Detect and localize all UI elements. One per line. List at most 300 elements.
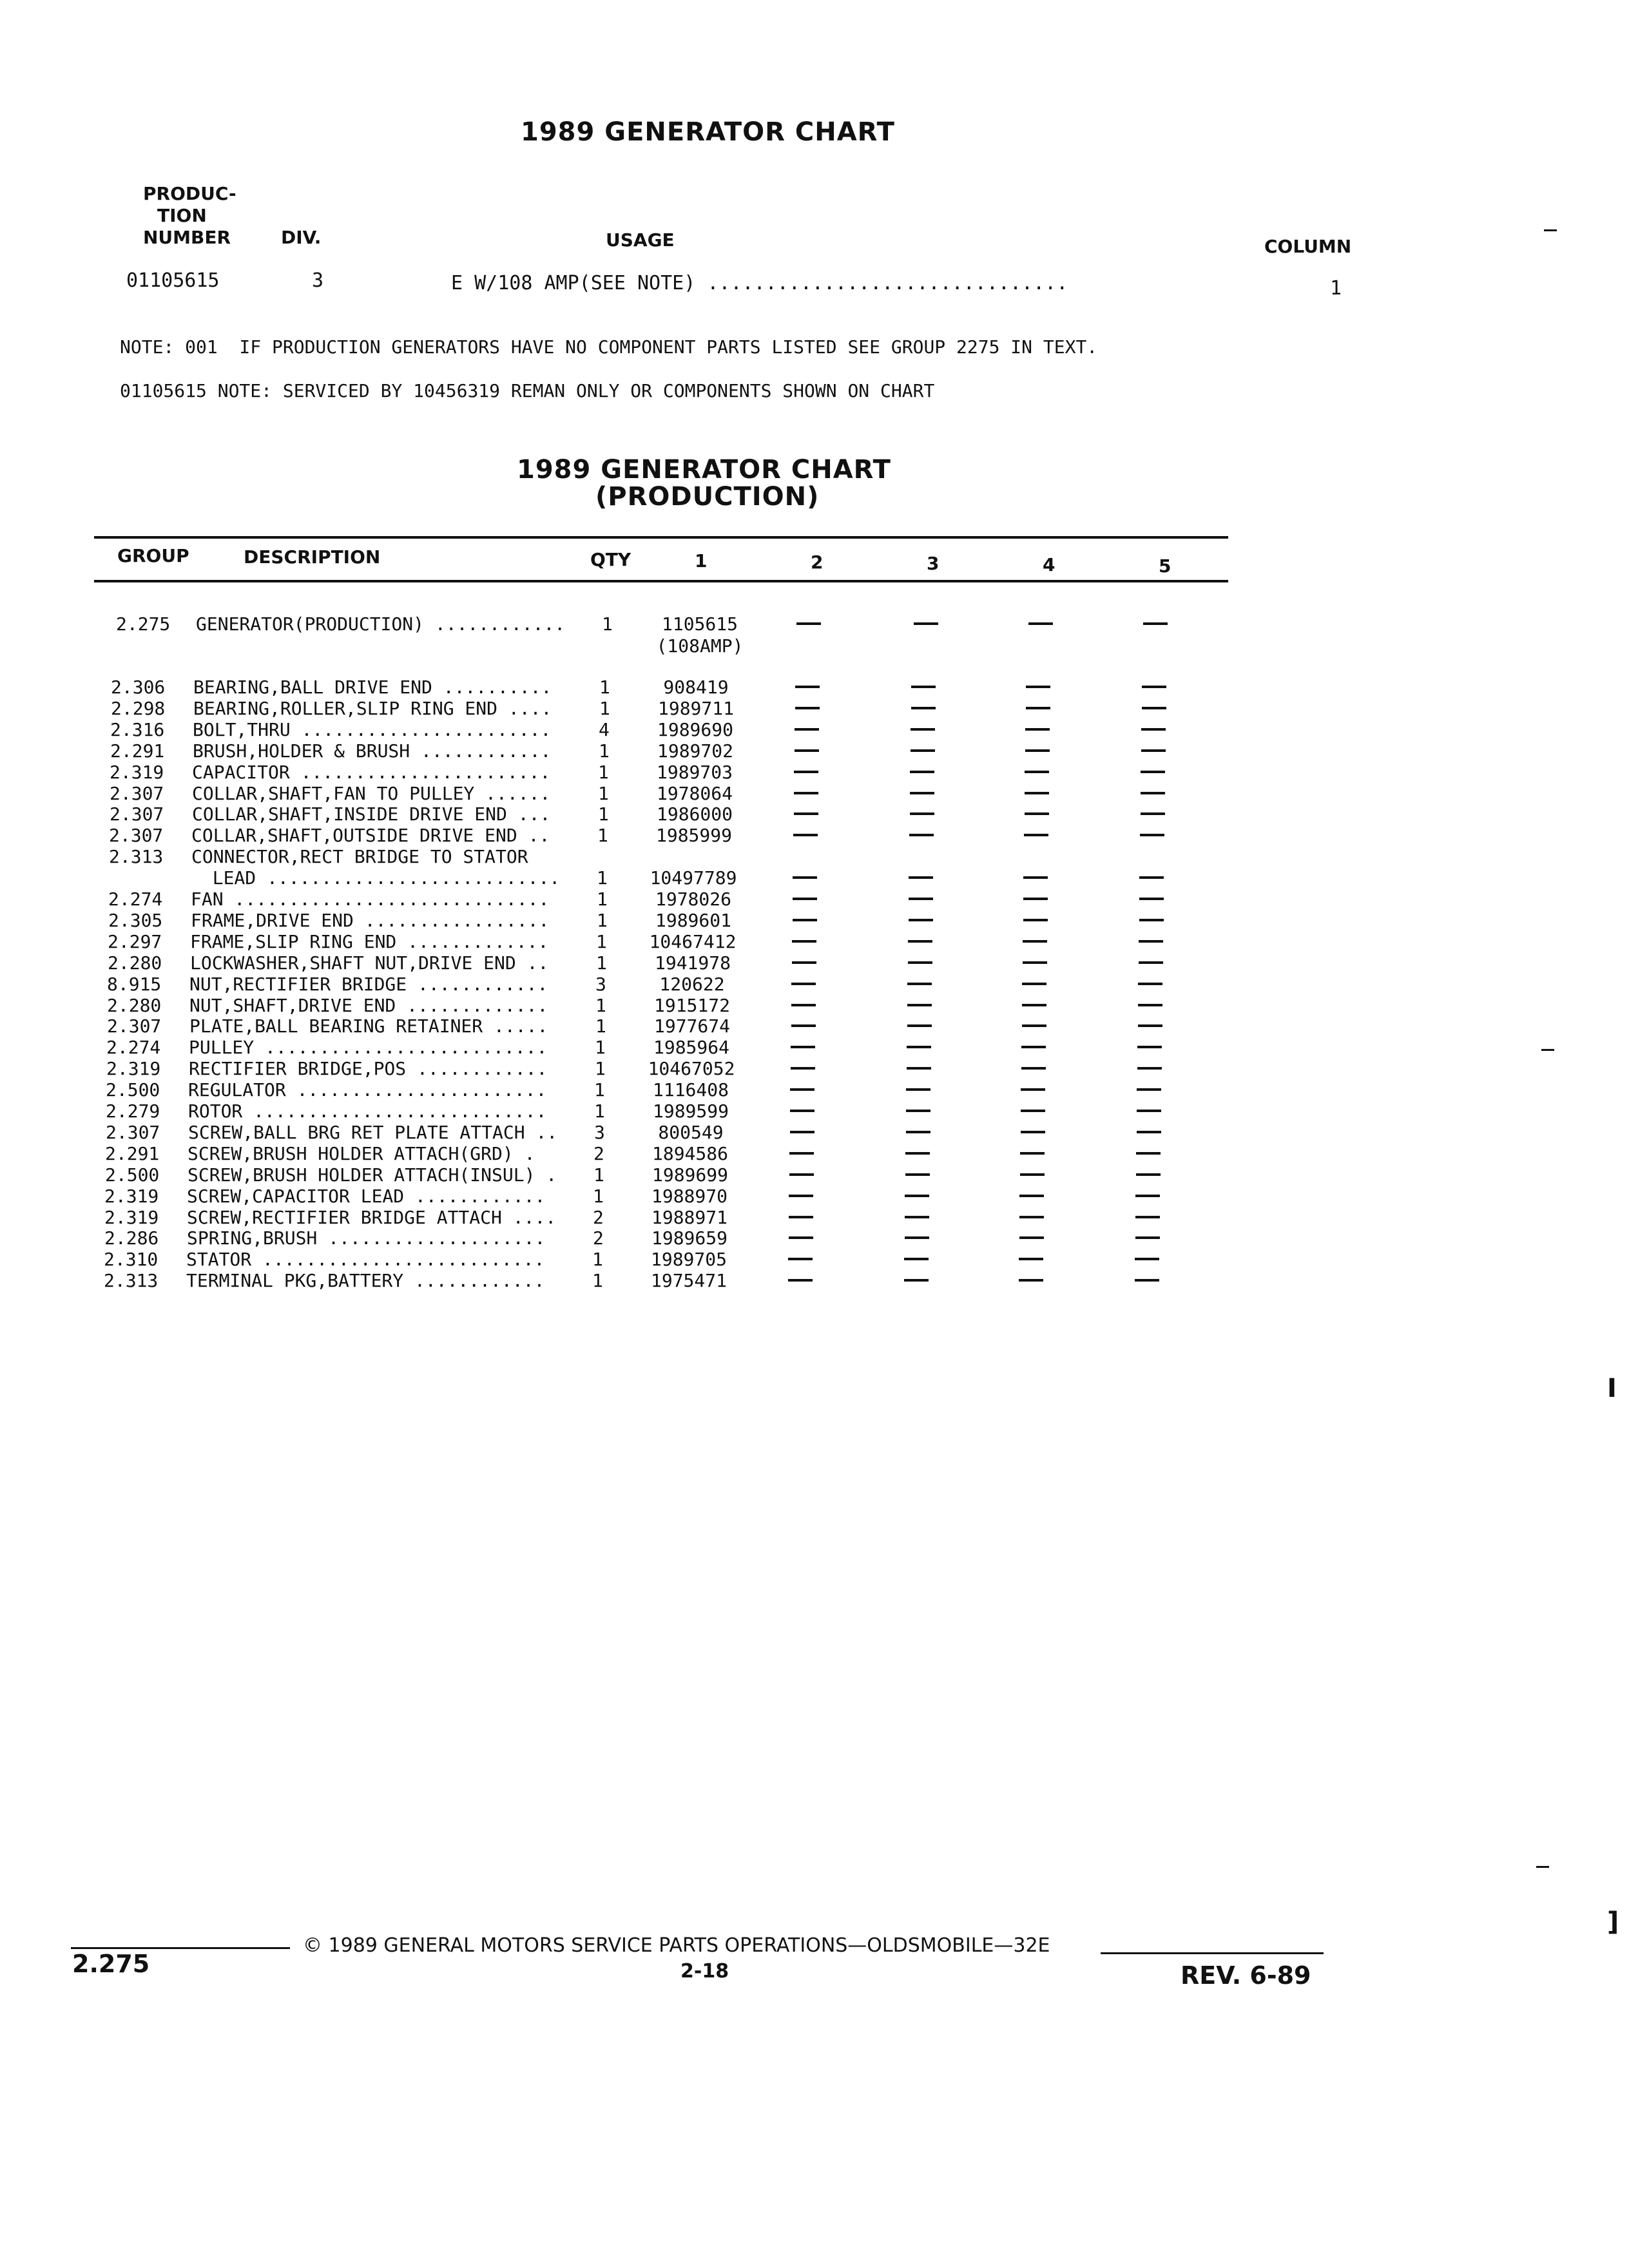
dash-col4	[1028, 622, 1053, 625]
dash-col5	[1142, 686, 1166, 688]
row-description: PLATE,BALL BEARING RETAINER .....	[189, 1015, 548, 1037]
row-description: SCREW,BRUSH HOLDER ATTACH(INSUL) .	[188, 1164, 557, 1186]
row-description: NUT,RECTIFIER BRIDGE ............	[189, 973, 548, 995]
dash-col4	[1019, 1258, 1043, 1260]
table-row	[0, 1227, 1629, 1249]
dash-col2	[792, 940, 816, 943]
dash-col2	[789, 1152, 814, 1155]
dash-col4	[1023, 961, 1047, 964]
dash-col3	[909, 919, 933, 921]
dash-col5	[1139, 919, 1164, 921]
row-part: 1116408	[652, 1079, 729, 1101]
table-row	[0, 719, 1629, 740]
dash-col2	[788, 1279, 813, 1282]
table-row	[0, 1079, 1629, 1100]
row-description: BEARING,ROLLER,SLIP RING END ....	[193, 697, 552, 719]
header-production-number-1: PRODUC-	[143, 183, 236, 204]
row-description: COLLAR,SHAFT,FAN TO PULLEY ......	[192, 782, 551, 804]
table-row	[0, 740, 1629, 762]
table-row	[0, 825, 1629, 846]
dash-col2	[795, 707, 820, 709]
dash-col4	[1019, 1279, 1043, 1282]
row-group: 2.274	[106, 1037, 161, 1059]
dash-col3	[905, 1195, 929, 1197]
dash-col2	[790, 1110, 815, 1112]
dash-col2	[793, 876, 817, 879]
table-row	[0, 910, 1629, 931]
row-description: CONNECTOR,RECT BRIDGE TO STATOR	[191, 846, 528, 868]
table-row	[0, 1270, 1629, 1291]
production-chart-title: 1989 GENERATOR CHART	[517, 455, 891, 485]
row-description: STATOR ..........................	[186, 1249, 545, 1271]
row-qty: 1	[597, 825, 608, 847]
dash-col2	[790, 1131, 815, 1133]
dash-col4	[1022, 983, 1046, 985]
row-group: 2.307	[107, 1015, 162, 1037]
dash-col4	[1025, 771, 1049, 773]
dash-col5	[1140, 834, 1164, 836]
row-qty: 2	[593, 1206, 604, 1228]
row-description: ROTOR ...........................	[188, 1100, 547, 1122]
dash-col3	[907, 1024, 932, 1027]
row-description: BRUSH,HOLDER & BRUSH ............	[193, 740, 552, 762]
dash-col3	[907, 1067, 931, 1070]
dash-col2	[792, 961, 816, 964]
dash-col4	[1022, 1004, 1046, 1006]
row-group: 2.307	[106, 1121, 160, 1143]
row-group: 2.307	[109, 825, 164, 847]
row-description: BEARING,BALL DRIVE END ..........	[193, 677, 552, 698]
dash-col5	[1135, 1236, 1160, 1239]
dash-col5	[1142, 707, 1166, 709]
table-row	[0, 1249, 1629, 1270]
row-group: 2.286	[104, 1227, 159, 1249]
row-description: GENERATOR(PRODUCTION) ............	[196, 613, 566, 635]
dash-col2	[794, 812, 818, 815]
dash-col2	[788, 1258, 813, 1260]
table-row	[0, 677, 1629, 698]
row-group: 2.319	[106, 1058, 161, 1080]
dash-col3	[914, 622, 938, 625]
dash-col2	[795, 749, 819, 752]
margin-tick-1	[1544, 229, 1557, 231]
row-qty: 1	[595, 1037, 606, 1059]
dash-col3	[910, 792, 934, 794]
dash-col3	[911, 707, 936, 709]
dash-col3	[905, 1216, 929, 1218]
dash-col4	[1021, 1110, 1045, 1112]
row-part: 1989599	[652, 1100, 729, 1122]
row-group: 2.280	[107, 994, 162, 1016]
footer-rule-left	[71, 1947, 290, 1949]
row-qty: 1	[599, 697, 610, 719]
row-qty: 1	[597, 889, 608, 910]
dash-col4	[1023, 919, 1048, 921]
col-header-qty: QTY	[590, 549, 631, 570]
row-group: 2.310	[104, 1249, 159, 1271]
row-part: 1894586	[651, 1142, 728, 1164]
dash-col3	[905, 1173, 930, 1176]
dash-col2	[789, 1195, 813, 1197]
margin-mark-2: ]	[1607, 1907, 1619, 1937]
col-header-description: DESCRIPTION	[244, 546, 381, 568]
table-top-rule	[94, 536, 1228, 539]
dash-col2	[791, 1004, 816, 1006]
dash-col3	[911, 686, 936, 688]
margin-mark-1: I	[1607, 1374, 1617, 1403]
row-part: 10497789	[650, 867, 737, 889]
row-part: 1989699	[651, 1164, 728, 1186]
header-column: COLUMN	[1264, 236, 1352, 257]
dash-col4	[1024, 834, 1048, 836]
row-qty: 1	[592, 1249, 603, 1271]
table-row-note	[0, 635, 1629, 657]
row-part: 1989659	[651, 1227, 728, 1249]
row-group: 2.313	[109, 846, 164, 868]
dash-col4	[1023, 940, 1047, 943]
row-part: 1985964	[653, 1037, 729, 1059]
dash-col4	[1026, 707, 1050, 709]
row-description: REGULATOR .......................	[188, 1079, 547, 1101]
dash-col5	[1135, 1195, 1160, 1197]
dash-col5	[1141, 728, 1166, 731]
dash-col3	[905, 1152, 930, 1155]
entry-usage: E W/108 AMP(SEE NOTE) ...............................	[451, 272, 1068, 294]
dash-col2	[789, 1173, 814, 1176]
row-part: 908419	[663, 677, 729, 698]
margin-tick-2	[1541, 1049, 1554, 1051]
row-qty: 1	[596, 952, 607, 974]
footer-page-number: 2-18	[680, 1960, 729, 1983]
row-description: FAN .............................	[191, 889, 550, 910]
row-description: FRAME,SLIP RING END .............	[190, 930, 549, 952]
row-part: 1989690	[657, 718, 733, 740]
row-group: 2.280	[108, 952, 162, 974]
dash-col4	[1019, 1216, 1044, 1218]
dash-col3	[911, 728, 935, 731]
dash-col4	[1021, 1088, 1045, 1091]
table-row	[0, 1143, 1629, 1164]
dash-col5	[1135, 1279, 1159, 1282]
dash-col5	[1141, 792, 1165, 794]
row-qty: 3	[594, 1121, 605, 1143]
dash-col3	[908, 940, 932, 943]
dash-col5	[1137, 1131, 1161, 1133]
row-qty: 1	[595, 994, 606, 1016]
row-qty: 2	[593, 1142, 604, 1164]
dash-col3	[911, 749, 935, 752]
margin-tick-3	[1536, 1866, 1549, 1868]
row-group: 2.313	[104, 1270, 159, 1292]
row-part: 1989703	[656, 761, 733, 783]
table-row	[0, 995, 1629, 1016]
row-qty: 1	[598, 782, 609, 804]
dash-col4	[1025, 728, 1050, 731]
row-group: 2.319	[104, 1206, 159, 1228]
row-qty: 1	[594, 1100, 605, 1122]
row-group: 2.307	[110, 782, 164, 804]
row-description: SCREW,RECTIFIER BRIDGE ATTACH ....	[187, 1206, 557, 1228]
row-description: PULLEY ..........................	[189, 1037, 548, 1059]
dash-col2	[794, 792, 818, 794]
dash-col3	[907, 983, 932, 985]
row-part: 1915172	[653, 994, 730, 1016]
row-group: 2.275	[116, 613, 171, 635]
row-qty: 4	[599, 718, 610, 740]
table-row	[0, 931, 1629, 952]
table-row	[0, 1100, 1629, 1122]
dash-col5	[1136, 1173, 1161, 1176]
dash-col4	[1023, 876, 1048, 879]
dash-col5	[1138, 983, 1162, 985]
row-description: LOCKWASHER,SHAFT NUT,DRIVE END ..	[190, 952, 549, 974]
footer-revision: REV. 6-89	[1181, 1961, 1311, 1990]
dash-col3	[909, 898, 933, 900]
row-group: 8.915	[107, 973, 162, 995]
dash-col4	[1019, 1195, 1044, 1197]
dash-col3	[910, 812, 934, 815]
note-1: NOTE: 001 IF PRODUCTION GENERATORS HAVE NO COMPONENT PARTS LISTED SEE GROUP 2275 IN TEXT.	[120, 336, 1098, 358]
col-header-5: 5	[1159, 555, 1171, 577]
copyright-line: © 1989 GENERAL MOTORS SERVICE PARTS OPERATIONS—OLDSMOBILE—32E	[303, 1934, 1050, 1957]
row-group: 2.500	[106, 1079, 160, 1101]
dash-col2	[793, 898, 817, 900]
dash-col3	[907, 1046, 931, 1048]
row-group: 2.291	[110, 740, 165, 762]
row-group: 2.298	[111, 697, 166, 719]
dash-col3	[909, 876, 933, 879]
dash-col4	[1021, 1131, 1045, 1133]
dash-col3	[905, 1236, 929, 1239]
row-qty: 1	[598, 761, 609, 783]
row-description: NUT,SHAFT,DRIVE END .............	[189, 994, 548, 1016]
row-group: 2.500	[105, 1164, 160, 1186]
row-qty: 2	[593, 1227, 604, 1249]
row-description: SCREW,BALL BRG RET PLATE ATTACH ..	[188, 1121, 558, 1143]
dash-col5	[1141, 812, 1165, 815]
header-div: DIV.	[281, 227, 322, 248]
dash-col2	[791, 1067, 815, 1070]
row-qty: 1	[597, 867, 608, 889]
dash-col5	[1137, 1067, 1162, 1070]
footer-group-number: 2.275	[72, 1950, 150, 1978]
row-description: FRAME,DRIVE END .................	[191, 909, 550, 931]
table-row	[0, 1186, 1629, 1207]
dash-col2	[793, 919, 817, 921]
row-description: TERMINAL PKG,BATTERY ............	[186, 1270, 545, 1292]
dash-col4	[1025, 792, 1049, 794]
dash-col3	[908, 961, 932, 964]
note-2: 01105615 NOTE: SERVICED BY 10456319 REMAN ONLY OR COMPONENTS SHOWN ON CHART	[120, 380, 935, 401]
dash-col5	[1139, 876, 1164, 879]
dash-col2	[795, 686, 820, 688]
row-part: 1941978	[654, 952, 731, 974]
dash-col3	[909, 834, 934, 836]
dash-col4	[1025, 749, 1050, 752]
row-qty: 3	[595, 973, 606, 995]
row-group: 2.291	[105, 1142, 160, 1164]
row-part: 1989702	[657, 740, 733, 762]
col-header-group: GROUP	[117, 545, 189, 566]
dash-col2	[795, 728, 819, 731]
row-part-note: (108AMP)	[656, 635, 744, 657]
table-row	[0, 867, 1629, 889]
table-row	[0, 1015, 1629, 1037]
production-chart-subtitle: (PRODUCTION)	[595, 482, 820, 512]
table-row	[0, 974, 1629, 995]
table-row	[0, 803, 1629, 825]
dash-col2	[796, 622, 821, 625]
row-qty: 1	[602, 613, 613, 635]
dash-col4	[1023, 898, 1048, 900]
table-row	[0, 952, 1629, 974]
row-qty: 1	[592, 1270, 603, 1292]
footer-rule-right	[1101, 1952, 1324, 1954]
row-description: CAPACITOR .......................	[192, 761, 551, 783]
dash-col5	[1137, 1046, 1162, 1048]
row-group: 2.305	[108, 909, 163, 931]
row-qty: 1	[596, 930, 607, 952]
table-row	[0, 1037, 1629, 1058]
table-row	[0, 1058, 1629, 1079]
dash-col3	[906, 1131, 930, 1133]
table-row	[0, 889, 1629, 910]
row-qty: 1	[593, 1164, 604, 1186]
row-part: 1105615	[661, 613, 738, 635]
row-description: LEAD ...........................	[191, 867, 561, 889]
row-part: 1977674	[653, 1015, 730, 1037]
row-part: 1989601	[655, 909, 731, 931]
row-part: 1978064	[656, 782, 733, 804]
dash-col5	[1139, 898, 1164, 900]
row-qty: 1	[597, 909, 608, 931]
dash-col5	[1135, 1216, 1160, 1218]
row-description: SCREW,CAPACITOR LEAD ............	[187, 1185, 546, 1207]
dash-col4	[1019, 1236, 1044, 1239]
row-part: 1978026	[655, 889, 731, 910]
row-group: 2.306	[111, 677, 166, 698]
row-part: 1988970	[651, 1185, 728, 1207]
dash-col5	[1143, 622, 1168, 625]
dash-col5	[1138, 1024, 1162, 1027]
row-description: SCREW,BRUSH HOLDER ATTACH(GRD) .	[188, 1142, 535, 1164]
table-row	[0, 1207, 1629, 1228]
row-qty: 1	[594, 1079, 605, 1101]
dash-col4	[1021, 1046, 1046, 1048]
dash-col5	[1135, 1258, 1159, 1260]
dash-col2	[791, 1046, 815, 1048]
row-part: 1988971	[651, 1206, 728, 1228]
dash-col2	[791, 983, 816, 985]
row-qty: 1	[599, 740, 610, 762]
dash-col5	[1138, 1004, 1162, 1006]
dash-col5	[1139, 940, 1163, 943]
dash-col3	[910, 771, 934, 773]
row-description: COLLAR,SHAFT,OUTSIDE DRIVE END ..	[191, 825, 550, 847]
row-group: 2.274	[108, 889, 163, 910]
row-part: 120622	[659, 973, 725, 995]
row-part: 1975471	[650, 1270, 727, 1292]
table-row	[0, 1122, 1629, 1143]
dash-col4	[1025, 812, 1049, 815]
row-part: 1985999	[655, 825, 732, 847]
dash-col5	[1137, 1088, 1161, 1091]
dash-col3	[907, 1004, 932, 1006]
row-group: 2.319	[104, 1185, 159, 1207]
col-header-3: 3	[927, 553, 940, 574]
dash-col2	[794, 771, 818, 773]
dash-col3	[904, 1258, 929, 1260]
table-row	[0, 698, 1629, 719]
row-group: 2.297	[108, 930, 162, 952]
entry-div: 3	[312, 269, 324, 292]
row-qty: 1	[595, 1058, 606, 1080]
dash-col3	[906, 1110, 930, 1112]
table-row	[0, 846, 1629, 867]
row-group: 2.319	[110, 761, 164, 783]
dash-col4	[1021, 1067, 1046, 1070]
dash-col2	[789, 1236, 813, 1239]
row-group: 2.279	[106, 1100, 160, 1122]
row-description: COLLAR,SHAFT,INSIDE DRIVE END ...	[192, 803, 551, 825]
table-row	[0, 613, 1629, 635]
dash-col2	[789, 1216, 813, 1218]
dash-col2	[793, 834, 818, 836]
row-part: 1989705	[650, 1249, 727, 1271]
row-qty: 1	[593, 1185, 604, 1207]
row-group: 2.316	[110, 718, 165, 740]
dash-col5	[1136, 1152, 1161, 1155]
dash-col5	[1141, 749, 1166, 752]
dash-col2	[790, 1088, 815, 1091]
dash-col2	[791, 1024, 816, 1027]
col-header-4: 4	[1043, 554, 1055, 575]
row-part: 1989711	[657, 697, 734, 719]
entry-column: 1	[1330, 277, 1342, 300]
row-description: SPRING,BRUSH ....................	[187, 1227, 546, 1249]
row-qty: 1	[595, 1015, 606, 1037]
table-row	[0, 783, 1629, 804]
entry-number: 01105615	[126, 269, 220, 292]
dash-col5	[1137, 1110, 1161, 1112]
table-row	[0, 762, 1629, 783]
dash-col5	[1141, 771, 1165, 773]
row-part: 800549	[658, 1121, 724, 1143]
row-description: RECTIFIER BRIDGE,POS ............	[189, 1058, 548, 1080]
row-description: BOLT,THRU .......................	[193, 718, 552, 740]
row-part: 10467052	[648, 1058, 735, 1080]
row-qty: 1	[598, 803, 609, 825]
dash-col4	[1022, 1024, 1046, 1027]
header-production-number-2: TION	[157, 205, 207, 226]
dash-col3	[904, 1279, 929, 1282]
col-header-1: 1	[695, 550, 708, 572]
header-usage: USAGE	[606, 229, 675, 251]
top-chart-title: 1989 GENERATOR CHART	[521, 117, 895, 147]
table-row	[0, 1164, 1629, 1186]
row-part: 1986000	[656, 803, 733, 825]
dash-col5	[1139, 961, 1163, 964]
row-part: 10467412	[649, 930, 737, 952]
table-header-rule	[94, 580, 1228, 582]
header-production-number-3: NUMBER	[143, 227, 231, 248]
row-group: 2.307	[110, 803, 164, 825]
row-qty: 1	[599, 677, 610, 698]
col-header-2: 2	[811, 552, 824, 573]
dash-col3	[906, 1088, 930, 1091]
dash-col4	[1026, 686, 1050, 688]
dash-col4	[1020, 1173, 1045, 1176]
